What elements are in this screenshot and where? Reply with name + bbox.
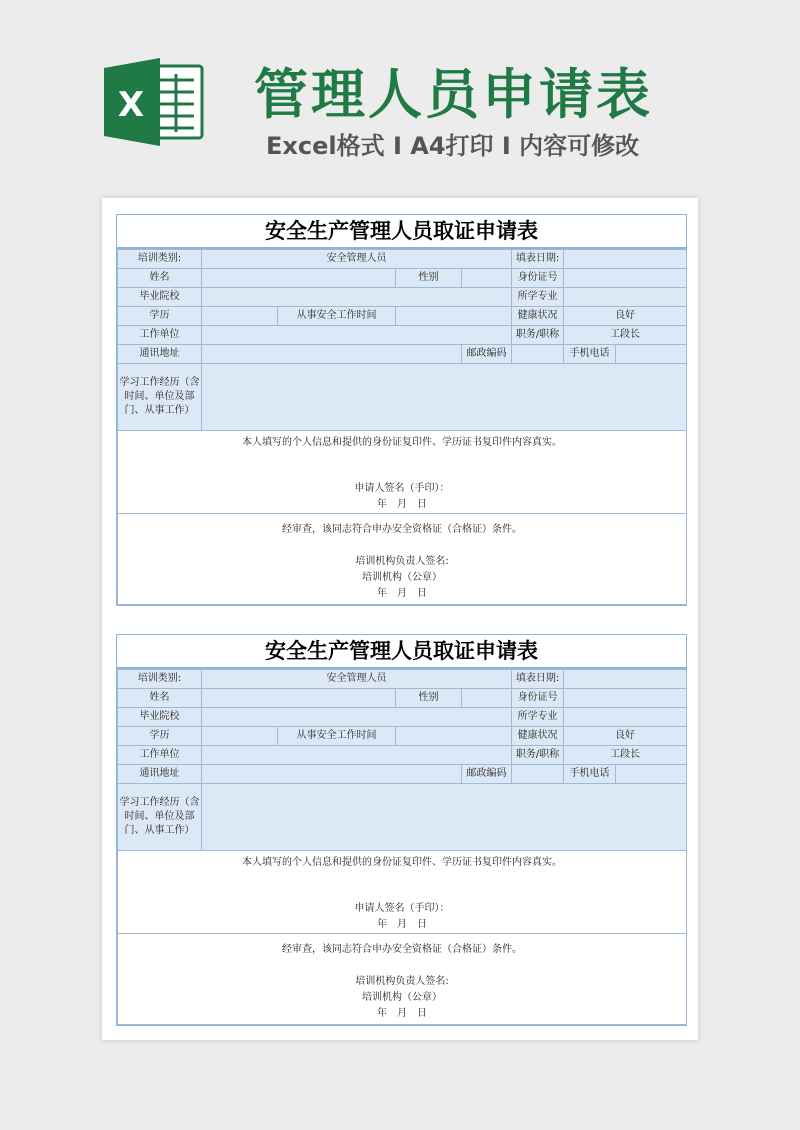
address-label: 通讯地址	[118, 345, 202, 364]
reviewer-sign: 培训机构负责人签名:	[355, 556, 449, 567]
id-no-field[interactable]	[564, 689, 687, 708]
table-row	[118, 708, 687, 727]
applicant-sign: 申请人签名（手印）：	[354, 483, 450, 494]
table-row	[118, 934, 687, 1025]
address-label: 通讯地址	[118, 765, 202, 784]
paper	[102, 198, 698, 1040]
review-text: 经审查，该同志符合申办安全资格证（合格证）条件。	[282, 524, 523, 535]
mobile-field[interactable]	[616, 765, 687, 784]
train-type-value[interactable]: 安全管理人员	[202, 250, 512, 269]
fill-date-label: 填表日期:	[512, 670, 564, 689]
id-no-label: 身份证号	[512, 269, 564, 288]
health-label: 健康状况	[512, 307, 564, 326]
excel-logo-icon	[104, 58, 204, 146]
table-row	[118, 765, 687, 784]
experience-label: 学习工作经历（含时间、单位及部门、从事工作）	[118, 784, 202, 851]
school-label: 毕业院校	[118, 288, 202, 307]
page-title: 管理人员申请表	[254, 63, 653, 126]
employer-label: 工作单位	[118, 746, 202, 765]
table-row	[118, 345, 687, 364]
review-cell	[118, 514, 687, 605]
gender-label: 性别	[396, 269, 462, 288]
gender-field[interactable]	[462, 689, 512, 708]
application-form	[116, 214, 687, 606]
fill-date-value[interactable]	[564, 250, 687, 269]
table-row	[118, 689, 687, 708]
applicant-date: 年 月 日	[377, 919, 428, 930]
table-row	[118, 670, 687, 689]
review-date: 年 月 日	[377, 1008, 428, 1019]
header	[0, 0, 800, 180]
declaration-cell	[118, 431, 687, 514]
major-label: 所学专业	[512, 708, 564, 727]
review-org: 培训机构（公章）	[362, 572, 443, 583]
page-subtitle: Excel格式 Ⅰ A4打印 Ⅰ 内容可修改	[266, 132, 640, 160]
postcode-label: 邮政编码	[462, 345, 512, 364]
mobile-field[interactable]	[616, 345, 687, 364]
id-no-label: 身份证号	[512, 689, 564, 708]
form-table	[117, 249, 687, 605]
fill-date-label: 填表日期:	[512, 250, 564, 269]
table-row	[118, 326, 687, 345]
table-row	[118, 746, 687, 765]
education-label: 学历	[118, 727, 202, 746]
declaration-cell	[118, 851, 687, 934]
table-row	[118, 288, 687, 307]
employer-field[interactable]	[202, 326, 512, 345]
employer-field[interactable]	[202, 746, 512, 765]
postcode-field[interactable]	[512, 345, 564, 364]
postcode-label: 邮政编码	[462, 765, 512, 784]
train-type-label: 培训类别:	[118, 250, 202, 269]
major-field[interactable]	[564, 708, 687, 727]
position-label: 职务/职称	[512, 326, 564, 345]
school-field[interactable]	[202, 288, 512, 307]
declaration-text: 本人填写的个人信息和提供的身份证复印件、学历证书复印件内容真实。	[242, 437, 563, 448]
form-table	[117, 669, 687, 1025]
name-label: 姓名	[118, 689, 202, 708]
address-field[interactable]	[202, 345, 462, 364]
id-no-field[interactable]	[564, 269, 687, 288]
education-label: 学历	[118, 307, 202, 326]
gender-label: 性别	[396, 689, 462, 708]
table-row	[118, 514, 687, 605]
table-row	[118, 250, 687, 269]
form-title: 安全生产管理人员取证申请表	[117, 215, 686, 249]
school-field[interactable]	[202, 708, 512, 727]
address-field[interactable]	[202, 765, 462, 784]
reviewer-sign: 培训机构负责人签名:	[355, 976, 449, 987]
experience-label: 学习工作经历（含时间、单位及部门、从事工作）	[118, 364, 202, 431]
major-label: 所学专业	[512, 288, 564, 307]
table-row	[118, 269, 687, 288]
position-label: 职务/职称	[512, 746, 564, 765]
train-type-value[interactable]: 安全管理人员	[202, 670, 512, 689]
table-row	[118, 784, 687, 851]
application-form	[116, 634, 687, 1026]
review-org: 培训机构（公章）	[362, 992, 443, 1003]
declaration-text: 本人填写的个人信息和提供的身份证复印件、学历证书复印件内容真实。	[242, 857, 563, 868]
gender-field[interactable]	[462, 269, 512, 288]
name-label: 姓名	[118, 269, 202, 288]
table-row	[118, 851, 687, 934]
experience-field[interactable]	[202, 784, 687, 851]
review-text: 经审查，该同志符合申办安全资格证（合格证）条件。	[282, 944, 523, 955]
name-field[interactable]	[202, 269, 396, 288]
review-date: 年 月 日	[377, 588, 428, 599]
mobile-label: 手机电话	[564, 765, 616, 784]
name-field[interactable]	[202, 689, 396, 708]
safety-years-label: 从事安全工作时间	[278, 727, 396, 746]
school-label: 毕业院校	[118, 708, 202, 727]
train-type-label: 培训类别:	[118, 670, 202, 689]
postcode-field[interactable]	[512, 765, 564, 784]
table-row	[118, 727, 687, 746]
logo-letter: X	[117, 85, 145, 125]
safety-years-field[interactable]	[396, 307, 512, 326]
health-value[interactable]: 良好	[564, 307, 687, 326]
mobile-label: 手机电话	[564, 345, 616, 364]
position-value[interactable]: 工段长	[564, 746, 687, 765]
fill-date-value[interactable]	[564, 670, 687, 689]
health-label: 健康状况	[512, 727, 564, 746]
form-title: 安全生产管理人员取证申请表	[117, 635, 686, 669]
table-row	[118, 307, 687, 326]
education-field[interactable]	[202, 307, 278, 326]
employer-label: 工作单位	[118, 326, 202, 345]
safety-years-label: 从事安全工作时间	[278, 307, 396, 326]
table-row	[118, 431, 687, 514]
table-row	[118, 364, 687, 431]
review-cell	[118, 934, 687, 1025]
applicant-date: 年 月 日	[377, 499, 428, 510]
major-field[interactable]	[564, 288, 687, 307]
health-value[interactable]: 良好	[564, 727, 687, 746]
education-field[interactable]	[202, 727, 278, 746]
experience-field[interactable]	[202, 364, 687, 431]
applicant-sign: 申请人签名（手印）：	[354, 903, 450, 914]
position-value[interactable]: 工段长	[564, 326, 687, 345]
safety-years-field[interactable]	[396, 727, 512, 746]
